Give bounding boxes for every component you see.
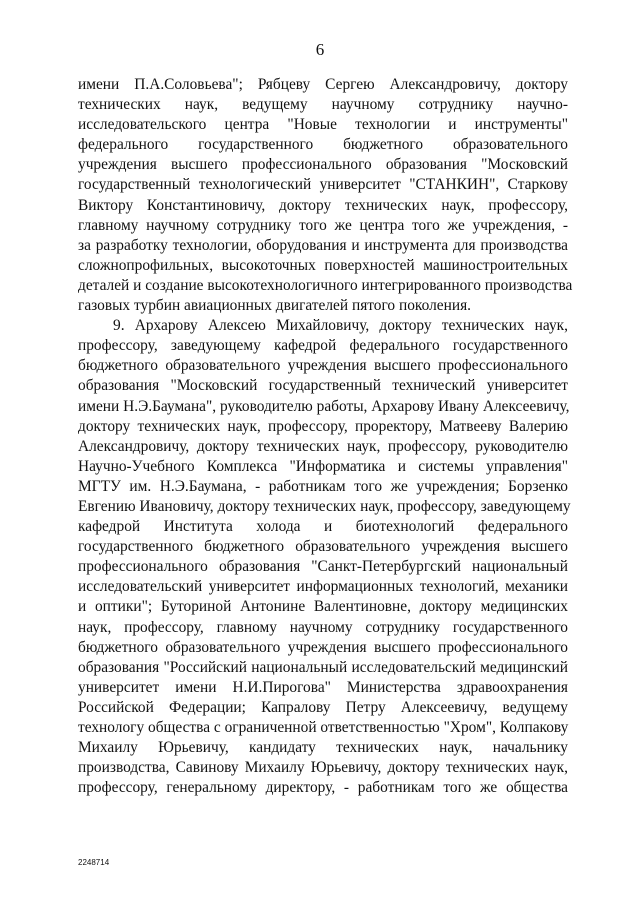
text-line: бюджетного образовательного учреждения высшего профессионального xyxy=(78,638,568,656)
text-line: профессору, заведующему кафедрой федерального государственного xyxy=(78,337,568,355)
text-line: профессионального образования "Санкт-Петербургский национальный xyxy=(78,558,568,576)
paragraph xyxy=(78,316,571,798)
text-line: государственного бюджетного образовательного учреждения высшего xyxy=(78,538,568,556)
text-line: учреждения высшего профессионального образования "Московский xyxy=(78,156,568,174)
text-line: образования "Московский государственный технический университет xyxy=(78,377,568,395)
text-line: сложнопрофильных, высокоточных поверхностей машиностроительных xyxy=(78,256,568,274)
document-body xyxy=(78,75,573,798)
text-line: Научно-Учебного Комплекса "Информатика и системы управления" xyxy=(78,457,568,475)
text-line: технологу общества с ограниченной ответственностью "Хром", Колпакову xyxy=(78,719,569,736)
text-line: кафедрой Института холода и биотехнологий федерального xyxy=(78,518,568,536)
text-line: Александровичу, доктору технических наук, профессору, руководителю xyxy=(78,437,568,455)
text-line: исследовательского центра "Новые технологии и инструменты" xyxy=(78,116,568,134)
text-line: Российской Федерации; Капралову Петру Алексеевичу, ведущему xyxy=(78,698,568,716)
text-line: профессору, генеральному директору, - работникам того же общества xyxy=(78,779,568,797)
text-line: газовых турбин авиационных двигателей пятого поколения. xyxy=(78,297,472,315)
text-line: Виктору Константиновичу, доктору технических наук, профессору, xyxy=(78,196,568,214)
text-line: доктору технических наук, профессору, проректору, Матвееву Валерию xyxy=(78,417,568,435)
text-line: Евгению Ивановичу, доктору технических наук, профессору, заведующему xyxy=(78,497,571,515)
text-line: федерального государственного бюджетного образовательного xyxy=(78,136,568,154)
text-line: государственный технологический университет "СТАНКИН", Старкову xyxy=(78,176,568,194)
text-line: бюджетного образовательного учреждения высшего профессионального xyxy=(78,357,568,375)
text-line: университет имени Н.И.Пирогова" Министерства здравоохранения xyxy=(78,678,568,696)
document-code: 2248714 xyxy=(78,858,110,867)
paragraph xyxy=(78,75,573,316)
text-line: деталей и создание высокотехнологичного интегрированного производства xyxy=(78,276,573,294)
text-line: производства, Савинову Михаилу Юрьевичу, доктору технических наук, xyxy=(78,759,568,777)
text-line: технических наук, ведущему научному сотруднику научно- xyxy=(78,96,568,114)
text-line: имени П.А.Соловьева"; Рябцеву Сергею Александровичу, доктору xyxy=(78,76,568,93)
text-line: и оптики"; Буториной Антонине Валентиновне, доктору медицинских xyxy=(78,598,568,616)
text-line: за разработку технологии, оборудования и инструмента для производства xyxy=(78,236,568,254)
text-line: Михаилу Юрьевичу, кандидату технических наук, начальнику xyxy=(78,739,568,757)
text-line: МГТУ им. Н.Э.Баумана, - работникам того же учреждения; Борзенко xyxy=(78,477,568,495)
text-line: 9. Архарову Алексею Михайловичу, доктору технических наук, xyxy=(113,317,568,335)
text-line: главному научному сотруднику того же центра того же учреждения, - xyxy=(78,216,568,234)
text-line: образования "Российский национальный исследовательский медицинский xyxy=(78,658,568,676)
text-line: исследовательский университет информационных технологий, механики xyxy=(78,578,568,596)
page-number: 6 xyxy=(315,40,325,59)
text-line: наук, профессору, главному научному сотруднику государственного xyxy=(78,618,568,636)
text-line: имени Н.Э.Баумана", руководителю работы, Архарову Ивану Алексеевичу, xyxy=(78,397,570,415)
